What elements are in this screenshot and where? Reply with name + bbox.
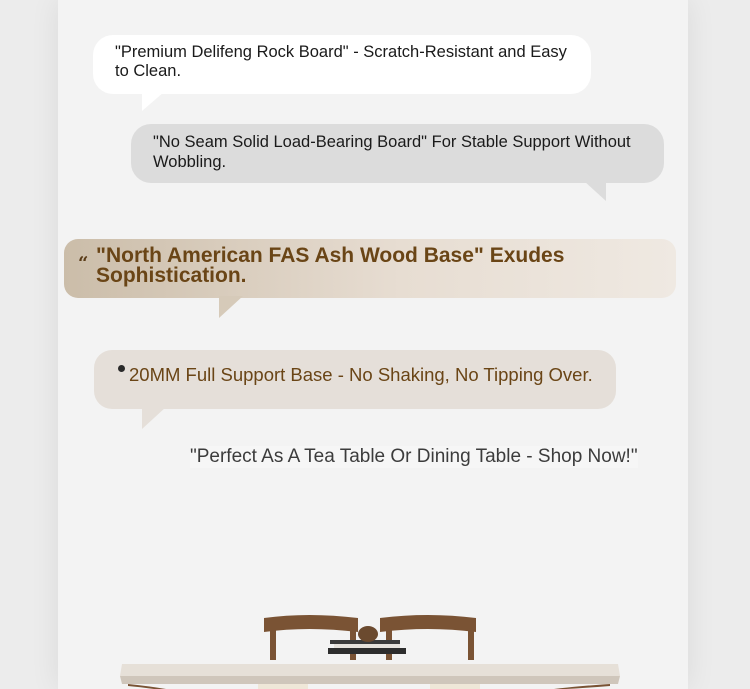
product-table-image (58, 560, 688, 689)
bubble-tail (584, 181, 608, 203)
product-detail-panel (58, 0, 688, 689)
bubble-tail (142, 407, 168, 431)
feature-text-ash-wood: "North American FAS Ash Wood Base" Exudes Sophistication. (96, 244, 565, 287)
quote-icon: “ (78, 253, 89, 274)
dot-icon (118, 365, 125, 372)
bubble-tail (142, 92, 166, 112)
feature-text-rock-board: "Premium Delifeng Rock Board" - Scratch-Resistant and Easy to Clean. (115, 43, 567, 80)
feature-bubble-full-support (94, 350, 616, 409)
feature-text-no-seam: "No Seam Solid Load-Bearing Board" For Stable Support Without Wobbling. (153, 133, 631, 171)
feature-bubble-ash-wood (64, 239, 676, 298)
bubble-tail (219, 296, 245, 320)
feature-bubble-no-seam (131, 124, 664, 183)
feature-bubble-rock-board (93, 35, 591, 94)
shop-now-caption: "Perfect As A Tea Table Or Dining Table - Shop Now!" (190, 446, 638, 467)
feature-text-full-support: 20MM Full Support Base - No Shaking, No Tipping Over. (129, 364, 593, 385)
